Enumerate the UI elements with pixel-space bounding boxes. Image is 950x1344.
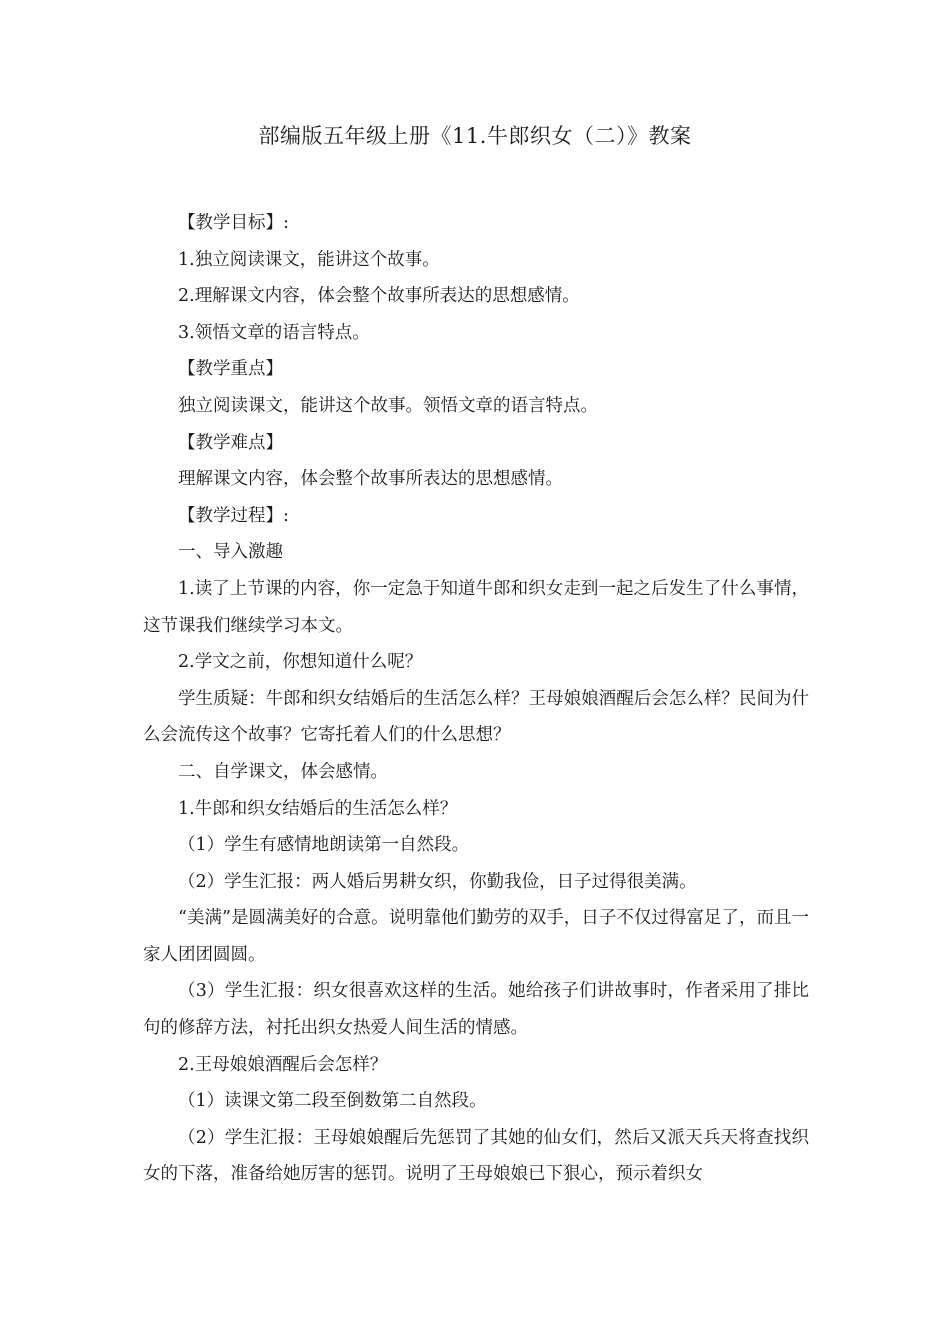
paragraph: 2.学文之前，你想知道什么呢？ — [178, 652, 423, 673]
paragraph: 2.理解课文内容，体会整个故事所表达的思想感情。 — [178, 286, 580, 307]
paragraph: （3）学生汇报：织女很喜欢这样的生活。她给孩子们讲故事时，作者采用了排比句的修辞方法，衬托出织女热爱人间生活的情感。 — [143, 981, 809, 1039]
paragraph: 3.领悟文章的语言特点。 — [178, 322, 370, 343]
document-body — [143, 205, 809, 1193]
paragraph: （2）学生汇报：王母娘娘醒后先惩罚了其她的仙女们，然后又派天兵天将查找织女的下落，准备给她厉害的惩罚。说明了王母娘娘已下狠心，预示着织女 — [143, 1127, 809, 1185]
paragraph: 【教学重点】 — [178, 359, 283, 380]
paragraph: 【教学过程】: — [178, 505, 289, 526]
document-title: 部编版五年级上册《11.牛郎织女（二）》教案 — [258, 124, 692, 148]
paragraph: （2）学生汇报：两人婚后男耕女织，你勤我俭，日子过得很美满。 — [178, 871, 697, 892]
paragraph: 二、自学课文，体会感情。 — [178, 761, 388, 782]
paragraph: 2.王母娘娘酒醒后会怎样？ — [178, 1054, 388, 1075]
paragraph: 1.独立阅读课文，能讲这个故事。 — [178, 249, 440, 270]
paragraph: （1）读课文第二段至倒数第二自然段。 — [178, 1091, 487, 1112]
paragraph: 理解课文内容，体会整个故事所表达的思想感情。 — [178, 469, 563, 490]
paragraph: “美满”是圆满美好的合意。说明靠他们勤劳的双手，日子不仅过得富足了，而且一家人团团圆圆。 — [143, 908, 809, 965]
paragraph: 1.读了上节课的内容，你一定急于知道牛郎和织女走到一起之后发生了什么事情，这节课我们继续学习本文。 — [143, 578, 809, 636]
paragraph: 一、导入激趣 — [178, 542, 283, 563]
paragraph: 【教学难点】 — [178, 432, 283, 453]
paragraph: （1）学生有感情地朗读第一自然段。 — [178, 835, 470, 856]
paragraph: 【教学目标】: — [178, 213, 289, 233]
paragraph: 独立阅读课文，能讲这个故事。领悟文章的语言特点。 — [178, 395, 598, 416]
paragraph: 学生质疑：牛郎和织女结婚后的生活怎么样？王母娘娘酒醒后会怎么样？民间为什么会流传这个故事？它寄托着人们的什么思想？ — [143, 688, 809, 746]
paragraph: 1.牛郎和织女结婚后的生活怎么样？ — [178, 798, 458, 819]
